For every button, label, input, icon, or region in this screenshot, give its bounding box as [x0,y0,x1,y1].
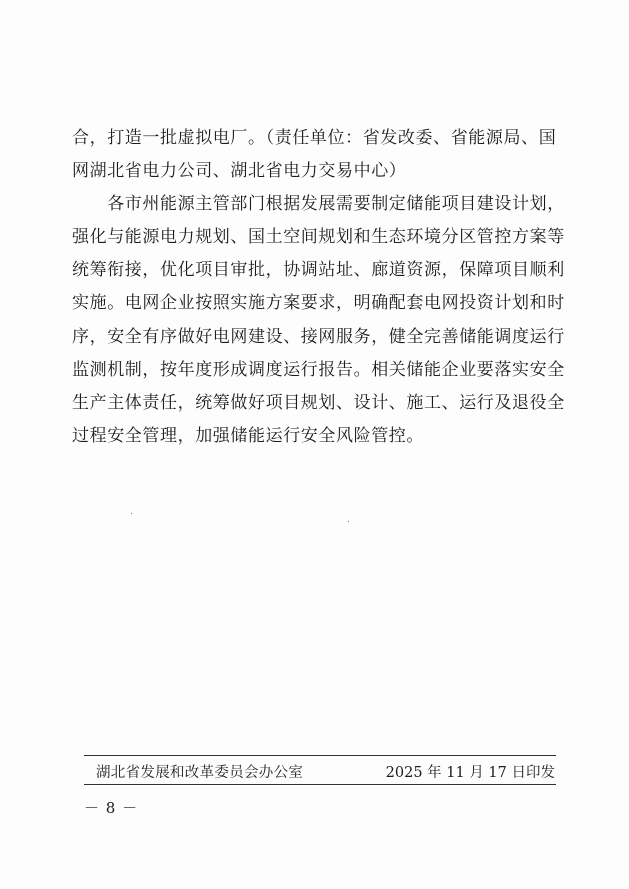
text-line: 序，安全有序做好电网建设、接网服务，健全完善储能调度运行 [72,326,565,347]
issuer-label: 湖北省发展和改革委员会办公室 [96,765,304,781]
text-line: 生产主体责任，统筹做好项目规划、设计、施工、运行及退役全 [72,392,565,413]
scan-speck [348,521,349,522]
text-line: 合，打造一批虚拟电厂。（责任单位：省发改委、省能源局、国 [72,128,557,148]
issue-date: 2025 年 11 月 17 日印发 [385,765,555,781]
text-line: 强化与能源电力规划、国土空间规划和生态环境分区管控方案等 [72,227,565,248]
text-line: 统筹衔接，优化项目审批，协调站址、廊道资源，保障项目顺利 [72,260,565,281]
body-text [72,122,564,453]
text-line: 监测机制，按年度形成调度运行报告。相关储能企业要落实安全 [72,359,565,380]
text-line: 实施。电网企业按照实施方案要求，明确配套电网投资计划和时 [72,293,565,314]
text-line: 网湖北省电力公司、湖北省电力交易中心） [72,161,407,182]
footer-top-rule [84,755,556,756]
text-line: 各市州能源主管部门根据发展需要制定储能项目建设计划， [72,194,565,215]
text-line: 过程安全管理，加强储能运行安全风险管控。 [72,425,424,446]
footer-bottom-rule [84,784,556,785]
page-number: － 8 － [84,799,139,817]
scan-speck [131,513,132,514]
